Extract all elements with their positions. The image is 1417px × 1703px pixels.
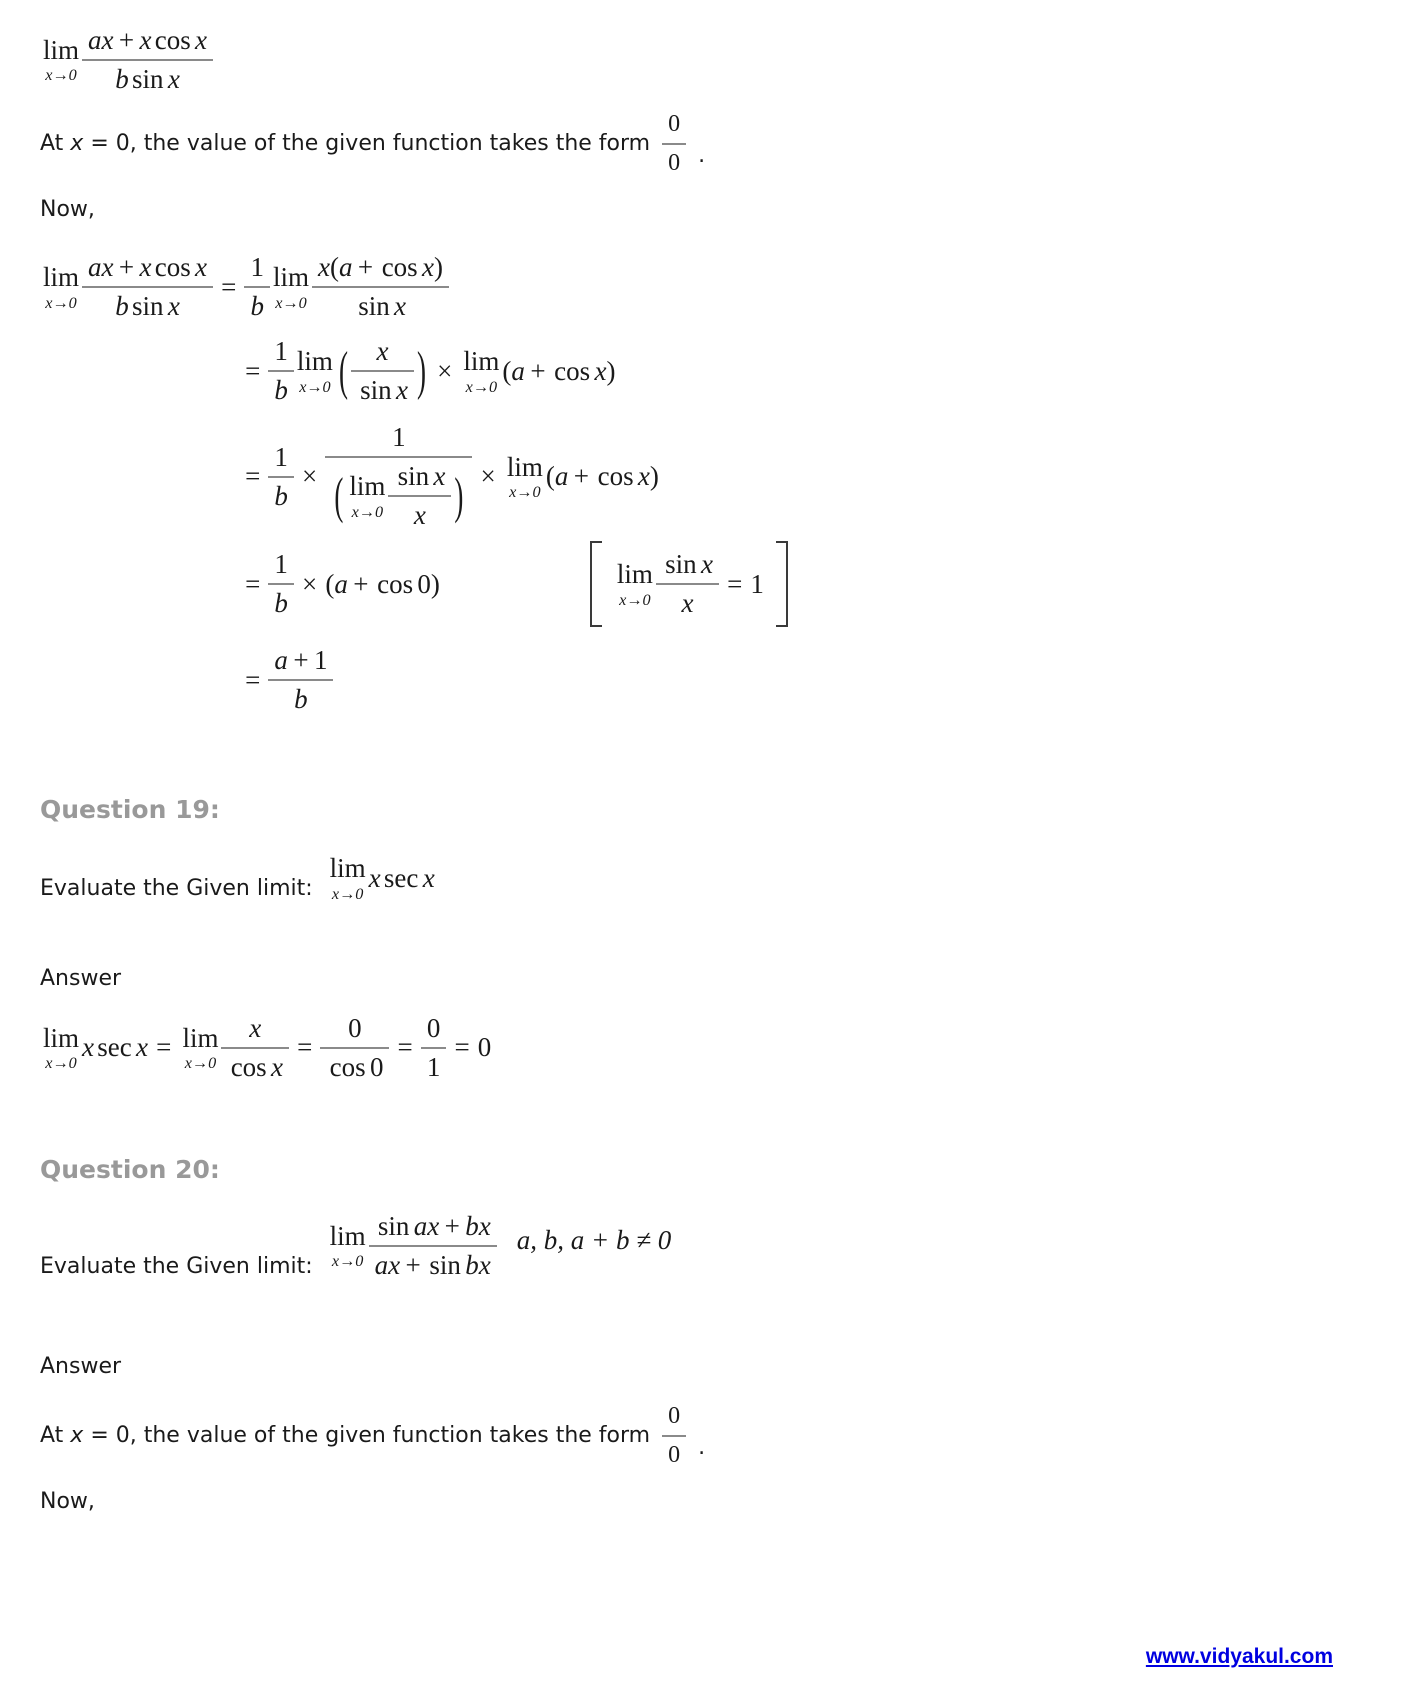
denominator [320,1049,389,1083]
tok-lim: lim [329,1220,366,1251]
tok-a: a [554,461,569,492]
tok-b: b [115,64,129,94]
denominator: x [681,588,694,619]
denominator [221,1049,289,1083]
limit-subscript: x→0 [509,483,541,502]
denominator [82,61,213,95]
numerator: 1 [268,549,294,585]
sidenote-standard-limit [590,541,788,627]
tok-sin: sin [397,461,430,492]
limit-operator [43,36,79,84]
statement-rest: = 0, the value of the given function takes the form [90,1422,651,1448]
tok-x: x [422,863,435,894]
tok-bx: bx [465,1249,491,1280]
times-sign: × [437,355,453,386]
fraction-reciprocal-limit [325,422,472,531]
denominator: b [274,375,288,406]
limit-subscript: x→0 [45,66,77,85]
tok-x: x [167,291,180,322]
limit-subscript: x→0 [299,377,331,396]
numerator: 1 [268,336,294,372]
tok-lim: lim [329,853,366,884]
tok-zero: 0 [369,1051,384,1082]
evaluate-label: Evaluate the Given limit: [40,875,313,901]
derivation-line-2 [237,336,615,406]
constraint-a-b: a, b, a + b ≠ 0 [516,1225,672,1256]
fraction-one-over-b [268,549,294,619]
tok-cos: cos [329,1051,366,1082]
tok-ax: ax [413,1210,440,1241]
tok-cos: cos [154,25,191,55]
denominator: b [294,684,308,715]
numerator: 1 [325,422,472,458]
limit-operator [617,560,653,608]
equals-sign: = [297,1032,313,1063]
fraction-one-over-b [268,336,294,406]
tok-one: 1 [750,568,764,599]
fraction [82,25,213,95]
tok-lim: lim [43,262,80,293]
answer-label: Answer [40,1353,122,1379]
numerator: 1 [268,442,294,478]
tok-sin: sin [377,1210,410,1241]
period: . [698,1434,706,1460]
formula-x-sec-x [327,854,435,902]
numerator [82,25,213,61]
numerator [312,252,449,288]
tok-lim: lim [182,1022,219,1053]
derivation-line-5 [237,645,333,715]
tok-plus: + [444,1210,460,1241]
times-sign: × [480,461,496,492]
tok-x: x [433,461,446,492]
equals-sign: = [727,568,743,599]
question-19-heading: Question 19: [40,795,220,825]
close-paren: ) [649,461,659,492]
equals-sign: = [221,271,237,302]
tok-x: x [195,252,208,283]
tok-x: x [195,25,208,55]
open-paren: ( [545,461,555,492]
limit-operator [330,854,366,902]
tok-cos: cos [230,1051,267,1082]
denominator [82,288,213,322]
limit-subscript: x→0 [275,293,307,312]
numerator [268,645,333,681]
now-label: Now, [40,1489,95,1515]
evaluate-label: Evaluate the Given limit: [40,1253,313,1279]
tok-lim: lim [43,34,80,65]
tok-x: x [700,549,713,580]
tok-ax: ax [88,252,114,283]
answer-label: Answer [40,965,122,991]
tok-lim: lim [272,262,309,293]
tok-plus: + [353,568,369,599]
tok-sin: sin [131,291,164,322]
right-square-bracket [776,541,788,627]
question-19-solution [40,1013,491,1083]
tok-lim: lim [43,1022,80,1053]
expr-a-plus-cos-x [502,356,615,387]
word-at: At [40,1422,64,1448]
limit-subscript: x→0 [45,1053,77,1072]
limit-operator [297,347,333,395]
expr-a-plus-cos-x [546,461,659,492]
numerator: x [221,1013,289,1049]
formula-sin-ax-plus-bx [327,1211,497,1281]
big-open-paren: ( [338,340,348,401]
expr-x-sec-x [369,863,435,894]
limit-operator [463,347,499,395]
tok-sec: sec [383,863,419,894]
tok-plus: + [573,461,589,492]
big-open-paren: ( [334,466,344,524]
numerator: 0 [320,1013,389,1049]
denominator: b [274,480,288,511]
close-paren: ) [434,252,443,283]
fraction-0-over-cos0 [320,1013,389,1083]
numerator: 0 [421,1013,447,1049]
tok-sec: sec [97,1032,132,1063]
expr-a-plus-cos-0 [325,569,440,600]
tok-x: x [139,252,152,283]
tok-a: a [334,568,348,599]
tok-x: x [394,291,406,322]
tok-x: x [637,461,650,492]
tok-lim: lim [463,346,500,377]
fraction-one-over-b [268,442,294,512]
tok-ax: ax [374,1249,401,1280]
tok-a: a [338,252,353,283]
question-20-prompt [40,1209,1417,1279]
tok-x: x [271,1051,283,1082]
numerator: 0 [662,109,686,145]
tok-lim: lim [349,471,386,502]
fraction-x-over-sinx [351,336,414,406]
expr-x-sec-x [82,1032,148,1063]
denominator [351,372,414,406]
question-19-prompt [40,852,1417,903]
tok-sin: sin [360,375,392,406]
limit-subscript: x→0 [331,884,364,903]
numerator: x [351,336,414,372]
fraction [312,252,449,322]
tok-one: 1 [313,645,328,676]
tok-x: x [368,863,381,894]
question-20-heading: Question 20: [40,1154,220,1184]
tok-plus: + [118,25,135,55]
tok-bx: bx [465,1210,491,1241]
numerator [369,1211,497,1247]
tok-plus: + [118,252,135,283]
limit-subscript: x→0 [45,293,77,312]
fraction-x-over-cosx [221,1013,289,1083]
equals-sign: = [397,1032,413,1063]
denominator [312,288,449,322]
equals-sign: = [245,568,261,599]
fraction-sinx-over-x [388,461,451,531]
tok-a: a [511,355,525,386]
tok-x: x [167,64,180,94]
tok-lim: lim [296,346,333,377]
derivation-line-4 [237,541,788,627]
var-x: x [70,130,84,156]
tok-x: x [139,25,152,55]
statement-indeterminate-form [40,109,1417,179]
var-x: x [70,1422,84,1448]
tok-x: x [396,375,408,406]
derivation-line-1 [40,252,449,322]
numerator: 0 [662,1401,686,1437]
tok-x: x [422,252,434,283]
fraction-zero-over-zero [662,109,686,179]
tok-sin: sin [358,291,390,322]
numerator [656,549,719,585]
tok-plus: + [293,645,309,676]
tok-plus: + [530,355,546,386]
left-square-bracket [590,541,602,627]
tok-cos: cos [554,355,591,386]
equals-sign: = [245,355,261,386]
fraction-0-over-1 [421,1013,447,1083]
numerator: 1 [244,252,270,288]
word-at: At [40,130,64,156]
tok-cos: cos [154,252,191,283]
denominator-group [331,461,466,531]
limit-operator [330,1222,366,1270]
denominator: 0 [668,150,681,177]
tok-plus: + [357,252,374,283]
denominator [369,1247,497,1281]
tok-x: x [317,252,330,283]
tok-ax: ax [88,25,114,55]
open-paren: ( [325,568,335,599]
now-label: Now, [40,197,95,223]
tok-sin: sin [429,1249,461,1280]
open-paren: ( [502,355,512,386]
denominator [325,458,472,531]
tok-zero: 0 [477,1032,492,1063]
limit-operator [182,1024,218,1072]
limit-subscript: x→0 [351,502,384,521]
statement-text [40,1422,650,1451]
formula-limit-intro [40,25,213,95]
fraction-result [268,645,333,715]
denominator: 1 [426,1051,441,1082]
derivation-line-3 [237,422,659,531]
sidenote-content [602,541,776,627]
limit-subscript: x→0 [465,377,498,396]
limit-operator [43,263,79,311]
tok-lim: lim [506,451,543,482]
tok-a: a [274,645,288,676]
equals-sign: = [245,664,261,695]
limit-operator [507,453,543,501]
fraction [369,1211,497,1281]
limit-subscript: x→0 [184,1053,217,1072]
footer-link[interactable]: www.vidyakul.com [1145,1645,1333,1668]
period: . [698,142,706,168]
fraction-sinx-over-x [656,549,719,619]
limit-operator [349,472,385,520]
close-paren: ) [430,568,440,599]
numerator [82,252,213,288]
equals-sign: = [245,461,261,492]
tok-sin: sin [131,64,164,94]
statement-text [40,130,650,159]
denominator: b [274,588,288,619]
tok-x: x [82,1032,94,1063]
denominator: b [250,291,264,322]
numerator [388,461,451,497]
big-close-paren: ) [454,466,464,524]
equals-sign: = [454,1032,470,1063]
fraction-one-over-b [244,252,270,322]
equals-sign: = [156,1032,172,1063]
times-sign: × [302,568,318,599]
statement-rest: = 0, the value of the given function takes the form [90,130,651,156]
limit-subscript: x→0 [619,590,651,609]
limit-subscript: x→0 [331,1251,364,1270]
tok-b: b [115,291,129,322]
limit-operator [273,263,309,311]
tok-sin: sin [665,549,697,580]
open-paren: ( [329,252,339,283]
tok-plus: + [405,1249,421,1280]
fraction-zero-over-zero [662,1401,686,1471]
tok-x: x [136,1032,149,1063]
statement-indeterminate-form [40,1401,1417,1471]
tok-zero: 0 [417,568,431,599]
tok-cos: cos [377,568,414,599]
limit-operator [43,1024,79,1072]
tok-lim: lim [616,559,653,590]
fraction [82,252,213,322]
close-paren: ) [606,355,616,386]
times-sign: × [302,461,318,492]
denominator: 0 [668,1441,681,1468]
tok-x: x [594,355,607,386]
denominator: x [413,500,426,531]
tok-cos: cos [381,252,418,283]
big-close-paren: ) [416,340,426,401]
tok-cos: cos [597,461,634,492]
